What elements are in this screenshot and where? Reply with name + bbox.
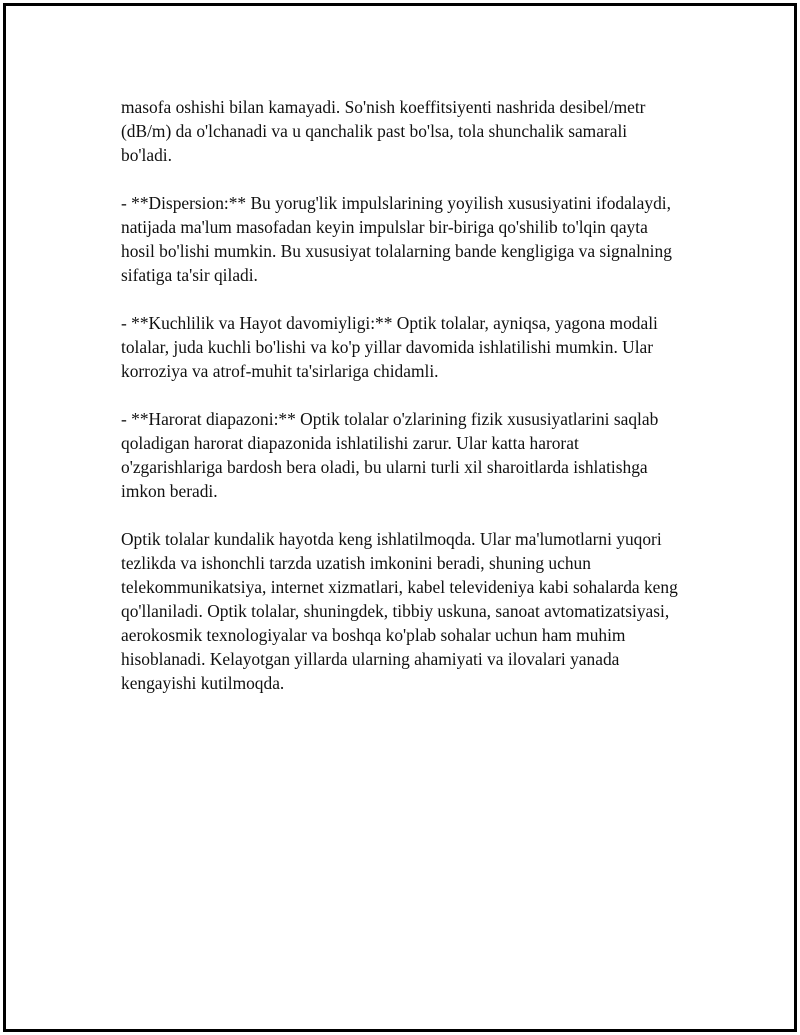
page-frame bbox=[3, 3, 797, 1032]
paragraph-dispersion: - **Dispersion:** Bu yorug'lik impulslarining yoyilish xususiyatini ifodalaydi, natijada ma'lum masofadan keyin impulslar bir-biriga qo'shilib to'lqin qayta hosil bo'lishi mumkin. Bu xususiyat tolalarning bande kengligiga va signalning sifatiga ta'sir qiladi. bbox=[121, 193, 672, 285]
paragraph-attenuation-continued: masofa oshishi bilan kamayadi. So'nish koeffitsiyenti nashrida desibel/metr (dB/m) da o'lchanadi va u qanchalik past bo'lsa, tola shunchalik samarali bo'ladi. bbox=[121, 97, 646, 165]
paragraph-strength-lifetime: - **Kuchlilik va Hayot davomiyligi:** Optik tolalar, ayniqsa, yagona modali tolalar, juda kuchli bo'lishi va ko'p yillar davomida ishlatilishi mumkin. Ular korroziya va atrof-muhit ta'sirlariga chidamli. bbox=[121, 313, 658, 381]
paragraph-temperature-range: - **Harorat diapazoni:** Optik tolalar o'zlarining fizik xususiyatlarini saqlab qoladigan harorat diapazonida ishlatilishi zarur. Ular katta harorat o'zgarishlariga bardosh bera oladi, bu ularni turli xil sharoitlarda ishlatishga imkon beradi. bbox=[121, 409, 659, 501]
document-body bbox=[121, 95, 681, 719]
paragraph-everyday-use: Optik tolalar kundalik hayotda keng ishlatilmoqda. Ular ma'lumotlarni yuqori tezlikda va ishonchli tarzda uzatish imkonini beradi, shuning uchun telekommunikatsiya, internet xizmatlari, kabel televideniya kabi sohalarda keng qo'llaniladi. Optik tolalar, shuningdek, tibbiy uskuna, sanoat avtomatizatsiyasi, aerokosmik texnologiyalar va boshqa ko'plab sohalar uchun ham muhim hisoblanadi. Kelayotgan yillarda ularning ahamiyati va ilovalari yanada kengayishi kutilmoqda. bbox=[121, 529, 678, 693]
